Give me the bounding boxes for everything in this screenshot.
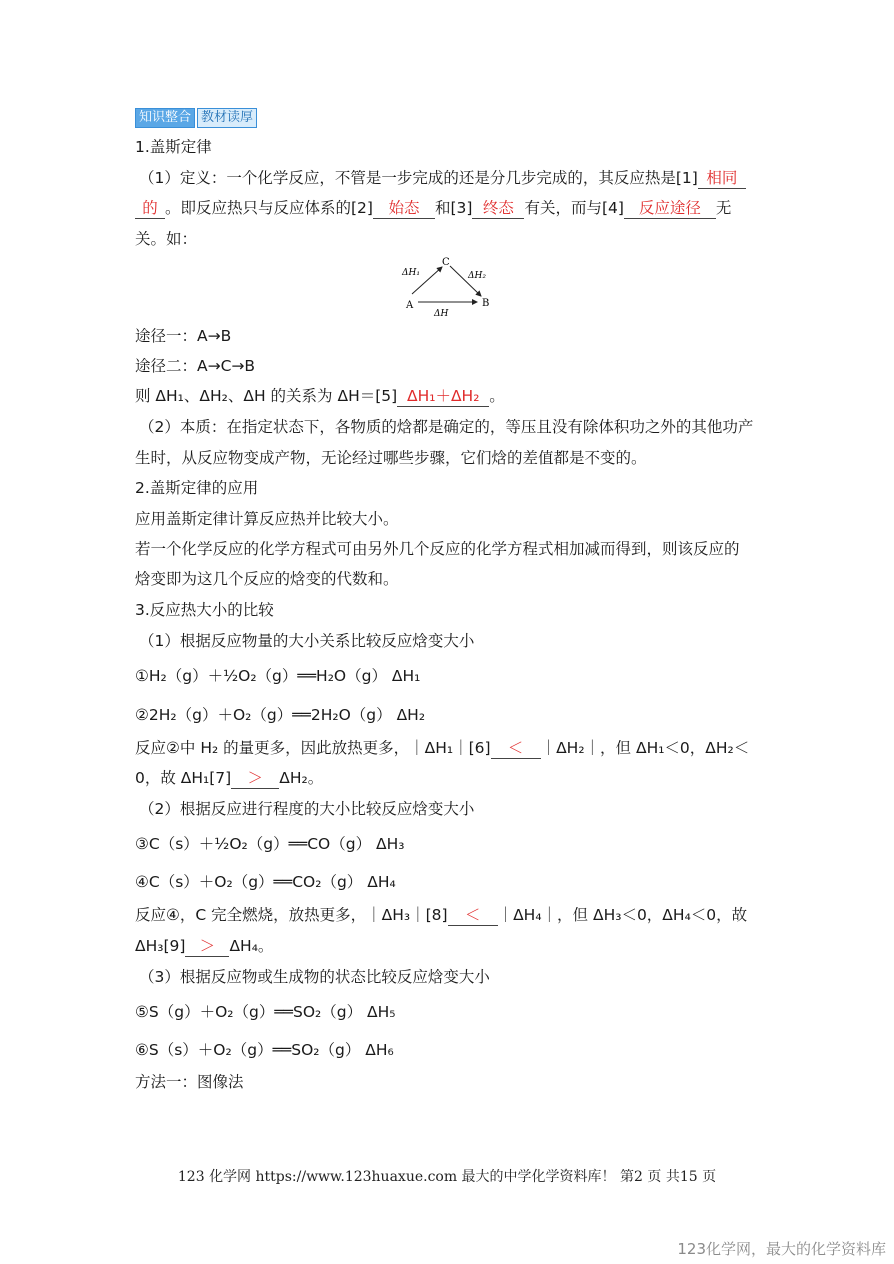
- page-footer: 123 化学网 https://www.123huaxue.com 最大的中学化学资料库！ 第2 页 共15 页: [177, 1169, 717, 1185]
- answer-8: ＜: [448, 905, 498, 926]
- badge-knowledge: 知识整合: [135, 108, 195, 128]
- definition-line-1: （1）定义：一个化学反应，不管是一步完成的还是分几步完成的，其反应热是[1] 相同: [139, 167, 746, 189]
- node-b: B: [482, 298, 490, 309]
- label-dh2: ΔH₂: [468, 271, 486, 281]
- equation-2: ②2H₂（g）＋O₂（g）══2H₂O（g） ΔH₂: [135, 706, 426, 724]
- reasoning-2-line-1: 反应④，C 完全燃烧，放热更多，｜ΔH₃｜[8] ＜ ｜ΔH₄｜，但 ΔH₃＜0，ΔH₄＜0，故: [135, 906, 748, 924]
- equation-6: ⑥S（s）＋O₂（g）══SO₂（g） ΔH₆: [135, 1041, 394, 1059]
- path-two: 途径二：A→C→B: [135, 357, 256, 375]
- node-c: C: [442, 257, 450, 268]
- answer-7: ＞: [231, 768, 279, 789]
- heading-hess-law: 1.盖斯定律: [135, 138, 212, 156]
- reasoning-2-line-2: ΔH₃[9] ＞ ΔH₄。: [135, 937, 274, 955]
- node-a: A: [406, 300, 414, 311]
- equation-1: ①H₂（g）＋½O₂（g）══H₂O（g） ΔH₁: [135, 667, 421, 685]
- subheading-state: （3）根据反应物或生成物的状态比较反应焓变大小: [139, 968, 490, 986]
- answer-9: ＞: [185, 936, 229, 957]
- answer-3: 终态: [472, 198, 524, 219]
- essence-line-1: （2）本质：在指定状态下，各物质的焓都是确定的，等压且没有除体积功之外的其他功产: [139, 418, 754, 436]
- equation-5: ⑤S（g）＋O₂（g）══SO₂（g） ΔH₅: [135, 1003, 396, 1021]
- label-dh: ΔH: [434, 309, 449, 319]
- answer-6: ＜: [491, 738, 541, 759]
- subheading-amount: （1）根据反应物量的大小关系比较反应焓变大小: [139, 632, 475, 650]
- method-one: 方法一：图像法: [135, 1073, 244, 1091]
- answer-1b: 的: [135, 198, 165, 219]
- answer-5: ΔH₁＋ΔH₂: [397, 386, 489, 407]
- definition-line-2: 的 。即反应热只与反应体系的[2] 始态 和[3] 终态 有关，而与[4] 反应途径 无: [135, 197, 731, 219]
- hess-path-diagram: [398, 254, 500, 320]
- path-one: 途径一：A→B: [135, 327, 232, 345]
- relation-line: 则 ΔH₁、ΔH₂、ΔH 的关系为 ΔH＝[5] ΔH₁＋ΔH₂ 。: [135, 387, 505, 405]
- answer-2: 始态: [373, 198, 435, 219]
- answer-1a: 相同: [698, 168, 746, 189]
- reasoning-1-line-1: 反应②中 H₂ 的量更多，因此放热更多，｜ΔH₁｜[6] ＜ ｜ΔH₂｜，但 ΔH₁＜0，ΔH₂＜: [135, 739, 750, 757]
- subheading-extent: （2）根据反应进行程度的大小比较反应焓变大小: [139, 800, 475, 818]
- section-badge: [135, 108, 257, 126]
- heading-application: 2.盖斯定律的应用: [135, 479, 259, 497]
- application-line-2: 若一个化学反应的化学方程式可由另外几个反应的化学方程式相加减而得到，则该反应的: [135, 540, 740, 558]
- application-line-1: 应用盖斯定律计算反应热并比较大小。: [135, 510, 399, 528]
- essence-line-2: 生时，从反应物变成产物，无论经过哪些步骤，它们焓的差值都是不变的。: [135, 449, 647, 467]
- answer-4: 反应途径: [624, 198, 716, 219]
- reasoning-1-line-2: 0，故 ΔH₁[7] ＞ ΔH₂。: [135, 769, 324, 787]
- equation-4: ④C（s）＋O₂（g）══CO₂（g） ΔH₄: [135, 873, 396, 891]
- equation-3: ③C（s）＋½O₂（g）══CO（g） ΔH₃: [135, 835, 405, 853]
- heading-comparison: 3.反应热大小的比较: [135, 601, 274, 619]
- badge-textbook: 教材读厚: [197, 108, 257, 128]
- application-line-3: 焓变即为这几个反应的焓变的代数和。: [135, 570, 399, 588]
- definition-line-3: 关。如：: [135, 230, 198, 248]
- label-dh1: ΔH₁: [402, 268, 420, 278]
- site-watermark: 123化学网，最大的化学资料库: [677, 1240, 886, 1258]
